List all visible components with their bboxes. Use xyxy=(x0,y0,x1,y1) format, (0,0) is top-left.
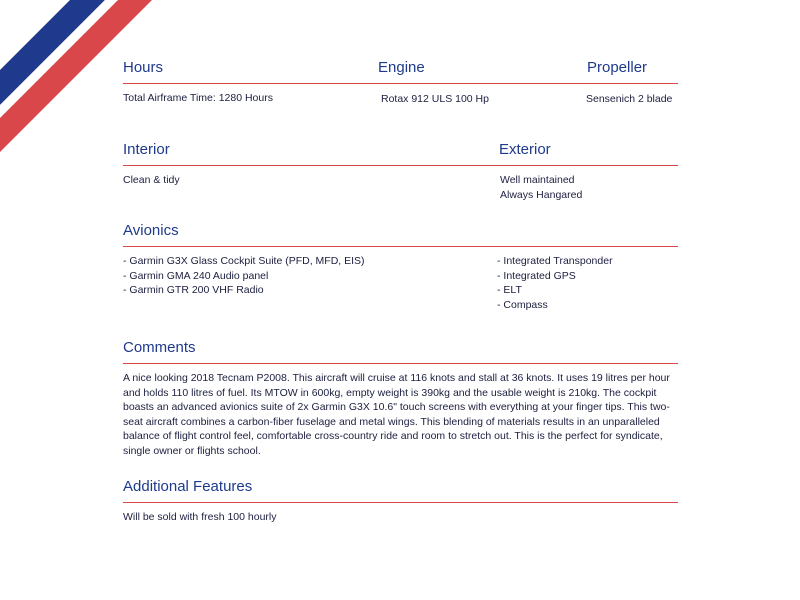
interior-row-divider xyxy=(123,165,678,166)
avionics-divider xyxy=(123,246,678,247)
list-item: - Garmin GMA 240 Audio panel xyxy=(123,269,269,282)
comments-paragraph: A nice looking 2018 Tecnam P2008. This aircraft will cruise at 116 knots and stall at 36 knots. It uses 19 litres per hour and holds 110 litres of fuel. Its MTOW in 600kg, empty weight is 390kg and the usable weight is 210kg. The cockpit boasts an advanced avionics suite of 2x Garmin G3X 10.6" touch screens with everything at your finger tips. This two-seat aircraft combines a carbon-fiber fuselage and metal wings. This blending of materials results in an unparalleled balance of flight control feel, comfortable cross-country ride and room to stretch out. This is the perfect for syndicate, single owner or flights school. xyxy=(123,372,670,457)
engine-heading: Engine xyxy=(378,59,425,76)
propeller-value-text: Sensenich 2 blade xyxy=(586,93,673,105)
exterior-line-1: Well maintained xyxy=(500,174,575,186)
list-item: - Compass xyxy=(497,298,548,311)
list-item: - ELT xyxy=(497,284,522,297)
exterior-line-2: Always Hangared xyxy=(500,188,583,201)
additional-features-text: Will be sold with fresh 100 hourly xyxy=(123,511,277,523)
avionics-heading: Avionics xyxy=(123,222,179,239)
airframe-time-text: Total Airframe Time: 1280 Hours xyxy=(123,92,273,104)
avionics-right-list xyxy=(497,254,613,312)
additional-features-divider xyxy=(123,502,678,503)
exterior-heading: Exterior xyxy=(499,141,551,158)
propeller-heading: Propeller xyxy=(587,59,648,76)
avionics-left-list xyxy=(123,254,365,298)
comments-heading: Comments xyxy=(123,339,196,356)
interior-heading: Interior xyxy=(123,141,170,158)
list-item: - Integrated Transponder xyxy=(497,255,613,267)
comments-divider xyxy=(123,363,678,364)
hours-heading: Hours xyxy=(123,59,164,76)
interior-value-text: Clean & tidy xyxy=(123,174,180,186)
list-item: - Garmin GTR 200 VHF Radio xyxy=(123,284,264,297)
additional-features-heading: Additional Features xyxy=(123,478,253,495)
hours-row-divider xyxy=(123,83,678,84)
list-item: - Garmin G3X Glass Cockpit Suite (PFD, MFD, EIS) xyxy=(123,255,365,267)
list-item: - Integrated GPS xyxy=(497,269,576,282)
engine-value-text: Rotax 912 ULS 100 Hp xyxy=(381,93,489,105)
